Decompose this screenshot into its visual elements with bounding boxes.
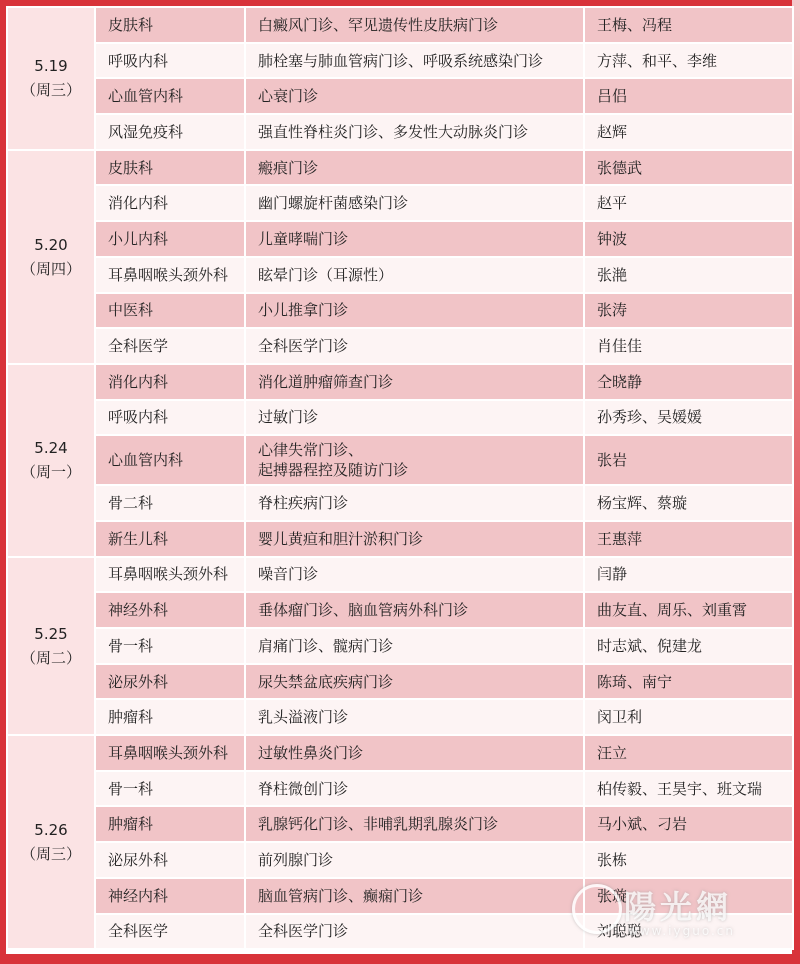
table-row [7, 842, 793, 878]
doctors-cell: 张岩 [584, 435, 793, 485]
doctors-cell: 赵平 [584, 185, 793, 221]
schedule-table [6, 6, 794, 950]
department-cell: 呼吸内科 [95, 400, 245, 436]
table-row [7, 185, 793, 221]
department-cell: 耳鼻咽喉头颈外科 [95, 257, 245, 293]
date-cell [7, 557, 95, 735]
doctors-cell: 张璇 [584, 878, 793, 914]
doctors-cell: 肖佳佳 [584, 328, 793, 364]
department-cell: 全科医学 [95, 914, 245, 950]
clinic-line: 儿童哮喘门诊 [258, 229, 349, 248]
doctors-cell: 张栋 [584, 842, 793, 878]
bottom-border-strip [0, 954, 800, 964]
table-row [7, 806, 793, 842]
doctors-cell: 刘聪聪 [584, 914, 793, 950]
doctors-cell: 钟波 [584, 221, 793, 257]
schedule-body [7, 7, 793, 949]
doctors-cell: 仝晓静 [584, 364, 793, 400]
department-cell: 消化内科 [95, 364, 245, 400]
table-row [7, 364, 793, 400]
clinic-line: 心衰门诊 [258, 87, 319, 106]
department-cell: 消化内科 [95, 185, 245, 221]
clinic-line: 幽门螺旋杆菌感染门诊 [258, 194, 409, 213]
clinic-line: 尿失禁盆底疾病门诊 [258, 672, 394, 691]
clinic-line: 小儿推拿门诊 [258, 301, 349, 320]
date-label: 5.20 [34, 235, 68, 254]
table-row [7, 328, 793, 364]
date-label: 5.25 [34, 624, 68, 643]
watermark [572, 882, 772, 946]
clinic-cell [245, 485, 584, 521]
clinic-line: 肩痛门诊、髋病门诊 [258, 636, 394, 655]
department-cell: 新生儿科 [95, 521, 245, 557]
doctors-cell: 陈琦、南宁 [584, 664, 793, 700]
doctors-cell: 赵辉 [584, 114, 793, 150]
doctors-cell: 方萍、和平、李维 [584, 43, 793, 79]
clinic-cell [245, 664, 584, 700]
clinic-line: 心律失常门诊、 [258, 441, 364, 460]
date-cell [7, 735, 95, 949]
clinic-cell [245, 521, 584, 557]
clinic-cell [245, 628, 584, 664]
table-row [7, 43, 793, 79]
department-cell: 耳鼻咽喉头颈外科 [95, 557, 245, 593]
clinic-line: 过敏性鼻炎门诊 [258, 743, 364, 762]
clinic-line: 垂体瘤门诊、脑血管病外科门诊 [258, 601, 469, 620]
clinic-cell [245, 914, 584, 950]
doctors-cell: 张滟 [584, 257, 793, 293]
clinic-line: 乳头溢液门诊 [258, 708, 349, 727]
doctors-cell: 杨宝辉、蔡璇 [584, 485, 793, 521]
clinic-cell [245, 257, 584, 293]
clinic-line: 脑血管病门诊、癫痫门诊 [258, 886, 424, 905]
table-row [7, 257, 793, 293]
clinic-line: 全科医学门诊 [258, 337, 349, 356]
table-row [7, 114, 793, 150]
clinic-line: 起搏器程控及随访门诊 [258, 461, 409, 480]
table-row [7, 485, 793, 521]
clinic-cell [245, 400, 584, 436]
clinic-line: 脊柱疾病门诊 [258, 494, 349, 513]
table-row [7, 293, 793, 329]
clinic-cell [245, 114, 584, 150]
department-cell: 呼吸内科 [95, 43, 245, 79]
clinic-line: 强直性脊柱炎门诊、多发性大动脉炎门诊 [258, 122, 529, 141]
clinic-cell [245, 293, 584, 329]
clinic-line: 婴儿黄疸和胆汁淤积门诊 [258, 529, 424, 548]
department-cell: 泌尿外科 [95, 842, 245, 878]
table-row [7, 400, 793, 436]
clinic-cell [245, 328, 584, 364]
date-cell [7, 7, 95, 150]
weekday-label: （周三） [20, 845, 81, 864]
weekday-label: （周三） [20, 81, 81, 100]
weekday-label: （周二） [20, 648, 81, 667]
clinic-cell [245, 592, 584, 628]
department-cell: 风湿免疫科 [95, 114, 245, 150]
date-cell [7, 150, 95, 364]
doctors-cell: 曲友直、周乐、刘重霄 [584, 592, 793, 628]
date-label: 5.24 [34, 439, 68, 458]
doctors-cell: 时志斌、倪建龙 [584, 628, 793, 664]
department-cell: 皮肤科 [95, 7, 245, 43]
clinic-cell [245, 771, 584, 807]
clinic-cell [245, 7, 584, 43]
clinic-line: 消化道肿瘤筛查门诊 [258, 372, 394, 391]
table-row [7, 592, 793, 628]
department-cell: 全科医学 [95, 328, 245, 364]
table-row [7, 735, 793, 771]
clinic-line: 全科医学门诊 [258, 922, 349, 941]
doctors-cell: 汪立 [584, 735, 793, 771]
clinic-line: 乳腺钙化门诊、非哺乳期乳腺炎门诊 [258, 815, 499, 834]
table-row [7, 150, 793, 186]
clinic-line: 脊柱微创门诊 [258, 779, 349, 798]
clinic-line: 瘢痕门诊 [258, 158, 319, 177]
clinic-cell [245, 364, 584, 400]
doctors-cell: 柏传毅、王昊宇、班文瑞 [584, 771, 793, 807]
clinic-cell [245, 806, 584, 842]
table-row [7, 699, 793, 735]
watermark-logo-icon [572, 884, 622, 934]
doctors-cell: 张德武 [584, 150, 793, 186]
clinic-line: 眩晕门诊（耳源性） [258, 265, 394, 284]
table-row [7, 78, 793, 114]
doctors-cell: 吕侣 [584, 78, 793, 114]
doctors-cell: 闫静 [584, 557, 793, 593]
table-row [7, 628, 793, 664]
clinic-cell [245, 842, 584, 878]
department-cell: 小儿内科 [95, 221, 245, 257]
clinic-cell [245, 43, 584, 79]
department-cell: 皮肤科 [95, 150, 245, 186]
watermark-url: www.iyguo.cn [628, 924, 735, 938]
weekday-label: （周一） [20, 463, 81, 482]
date-label: 5.26 [34, 821, 68, 840]
department-cell: 骨二科 [95, 485, 245, 521]
clinic-line: 噪音门诊 [258, 565, 319, 584]
department-cell: 神经内科 [95, 878, 245, 914]
department-cell: 肿瘤科 [95, 699, 245, 735]
clinic-line: 前列腺门诊 [258, 850, 334, 869]
clinic-cell [245, 78, 584, 114]
doctors-cell: 马小斌、刁岩 [584, 806, 793, 842]
weekday-label: （周四） [20, 259, 81, 278]
clinic-line: 白癜风门诊、罕见遗传性皮肤病门诊 [258, 15, 499, 34]
table-row [7, 221, 793, 257]
department-cell: 骨一科 [95, 628, 245, 664]
doctors-cell: 王惠萍 [584, 521, 793, 557]
watermark-title: 陽光網 [624, 888, 733, 926]
table-row [7, 664, 793, 700]
clinic-schedule [6, 6, 792, 950]
department-cell: 心血管内科 [95, 78, 245, 114]
doctors-cell: 闵卫利 [584, 699, 793, 735]
department-cell: 中医科 [95, 293, 245, 329]
table-row [7, 521, 793, 557]
table-row [7, 435, 793, 485]
department-cell: 肿瘤科 [95, 806, 245, 842]
clinic-cell [245, 435, 584, 485]
clinic-line: 肺栓塞与肺血管病门诊、呼吸系统感染门诊 [258, 51, 544, 70]
doctors-cell: 王梅、冯程 [584, 7, 793, 43]
department-cell: 耳鼻咽喉头颈外科 [95, 735, 245, 771]
clinic-cell [245, 735, 584, 771]
department-cell: 心血管内科 [95, 435, 245, 485]
table-row [7, 557, 793, 593]
clinic-cell [245, 699, 584, 735]
department-cell: 泌尿外科 [95, 664, 245, 700]
clinic-cell [245, 221, 584, 257]
table-row [7, 771, 793, 807]
clinic-line: 过敏门诊 [258, 408, 319, 427]
clinic-cell [245, 557, 584, 593]
clinic-cell [245, 878, 584, 914]
date-label: 5.19 [34, 57, 68, 76]
date-cell [7, 364, 95, 557]
department-cell: 骨一科 [95, 771, 245, 807]
department-cell: 神经外科 [95, 592, 245, 628]
doctors-cell: 孙秀珍、吴媛媛 [584, 400, 793, 436]
clinic-cell [245, 185, 584, 221]
doctors-cell: 张涛 [584, 293, 793, 329]
clinic-cell [245, 150, 584, 186]
table-row [7, 7, 793, 43]
